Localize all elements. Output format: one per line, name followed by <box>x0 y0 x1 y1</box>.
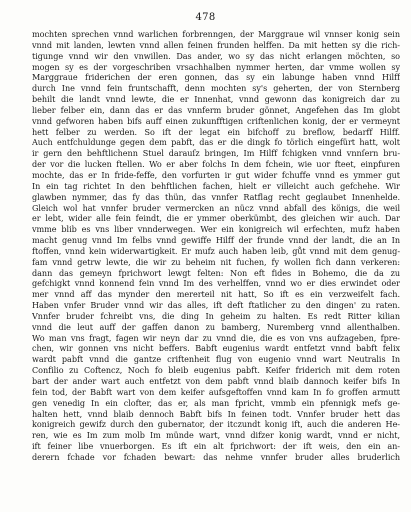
text-line: mochte, das er In fride-feffe, den vorfurten ir gut wider fchuffe vnnd es ymmer gut <box>32 169 400 180</box>
text-line: er lebt, wider alle fein feindt, die er ymmer oberkümbt, des gleichen wir auch. Dar <box>32 213 400 224</box>
text-line: chen, wir gonnen vns nicht beffers. Babft eugenius wardt entfetzt vnnd babft felix <box>32 343 400 354</box>
text-line: ren, wie es Im zum molb Im münde wart, vnnd difzer konig wardt, vnnd er nicht, <box>32 430 400 441</box>
text-line: bart der ander wart auch entfetzt von dem pabft vnnd blaib dannoch keifer bifs In <box>32 376 400 386</box>
text-line: gen venedig In ein clofter, das er, als man fpricht, vmmb ein pfennigk mefs ge- <box>32 397 400 408</box>
page-number: 478 <box>195 12 216 23</box>
text-line: konigreich gewifz durch den gubernator, der itczundt konig ift, auch die anderen He- <box>32 419 400 430</box>
text-line: mochten sprechen vnnd warlichen forbrenngen, der Marggraue wil vnnser konig sein <box>32 29 400 39</box>
text-line: lieber felber ein, dann das er das vnnferm bruder gönnet, Angefehen das Im globt <box>32 104 400 115</box>
text-line: vnnd mit landen, lewten vnnd allen feinen frunden helffen. Da mit hetten sy die rich- <box>32 39 400 50</box>
text-line: gefchigkt vnnd konnend fein vnnd Im des verhelffen, vnnd wo er dies erwindet oder <box>32 278 400 289</box>
text-line: macht genug vnnd Im felbs vnnd gewiffe Hilff der frunde vnnd der landt, die an In <box>32 235 400 246</box>
text-line: ift feiner libe vnuerborgen. Es ift ein alt fprichwort: der ift weis, den ein an- <box>32 441 400 452</box>
text-line: fein tod, der Babft wart von dem keifer aufsgeftoffen vnnd kam In fo groffen armutt <box>32 386 400 397</box>
text-line: Wo man vns fragt, fagen wir neyn dar zu vnnd die, die es von vns aufzageben, fpre- <box>32 332 400 343</box>
text-line: derern fchade vor fchaden bewart: das nehme vnnfer bruder alles bruderlich <box>32 451 400 462</box>
text-line: halten hett, vnnd blaib dennoch Babft bifs In feinen todt. Vnnfer bruder hett das <box>32 408 400 419</box>
text-line: dann das gemeyn fprichwort lewgt felten: Non eft fides in Bohemo, die da zu <box>32 267 400 278</box>
text-line: wardt pabft vnnd die gantze criftenheit flug von eugenio vnnd wart Neutralis In <box>32 354 400 365</box>
text-line: vmme blib es vns liber vnnderwegen. Wer ein konigreich wil erfechten, mufz haben <box>32 224 400 235</box>
text-line: In ein tag richtet In den behftlichen fachen, hielt er villeicht auch gefchehe. Wir <box>32 180 400 191</box>
text-line: der vor die lucken ftellen. Wo er aber folchs In dem fchein, wie uor fteet, einpfuren <box>32 159 400 170</box>
text-line: Marggraue friderichen der eren gonnen, das sy ein labunge haben vnnd Hilff <box>32 72 400 83</box>
text-line: behilt die landt vnnd lewte, die er Innenhat, vnnd gewonn das konigreich dar zu <box>32 94 400 105</box>
text-line: Confilio zu Coftencz, Noch fo bleib eugenius pabft. Keifer friderich mit dem roten <box>32 365 400 376</box>
text-line: Haben vnfer Bruder vnnd wir das alles, ift deft ftatlicher zu den dingen' zu raten. <box>32 300 400 311</box>
body-text <box>32 29 400 463</box>
text-line: Auch entfchuldunge gegen dem pabft, das er die dingk fo törlich eingefürt hatt, wolt <box>32 137 400 148</box>
text-line: mer vnnd aff das mynder den mererteil nit hatt, So ift es ein verzweifelt fach. <box>32 289 400 300</box>
text-line: glawben nymmer, das fy das thün, das vnnfer Ratflag recht geglaubet Innenhelde. <box>32 191 400 202</box>
text-line: tigunge vnnd wir den vnwillen. Das ander, wo sy das nicht erlangen möchten, so <box>32 50 400 61</box>
text-line: ir gern den behftlichenn Stuel darauſz bringen, Im Hilff fchigken vnnd vnnſern bru- <box>32 148 400 159</box>
text-line: Gleich wol hat vnnfer bruder vermercken an nücz vnnd abfall des königs, die weil <box>32 202 400 213</box>
text-line: fam vnnd getrw lewte, die wir zu beheim nit fuchen, fy wollen fich dann verkeren: <box>32 256 400 267</box>
text-line: mogen sy es der vorgeschriben vrsachhalben nymmer herten, dar vmme wollen sy <box>32 61 400 72</box>
text-line: ftoffen, vnnd kein widerwartigkeit. Er mufz auch haben leib, gůt vnnd mit dem genug- <box>32 245 400 256</box>
text-line: durch Ine vnnd fein fruntschafft, denn mochten sy's geherten, der von Sternberg <box>32 83 400 94</box>
text-line: vnnd die leut auff der gaffen danon zu bamberg, Nuremberg vnnd allenthalben. <box>32 321 400 332</box>
text-line: Vnnfer bruder fchreibt vns, die ding In geheim zu halten. Es redt Ritter kilian <box>32 310 400 321</box>
text-line: vnnd gefworen haben bifs auff einen zukunfftigen criftenlichen konig, der er vermeynt <box>32 115 400 126</box>
text-line: hett felber zu werden. So ift der legat ein bifchoff zu breflow, bedarff Hilff. <box>32 126 400 137</box>
